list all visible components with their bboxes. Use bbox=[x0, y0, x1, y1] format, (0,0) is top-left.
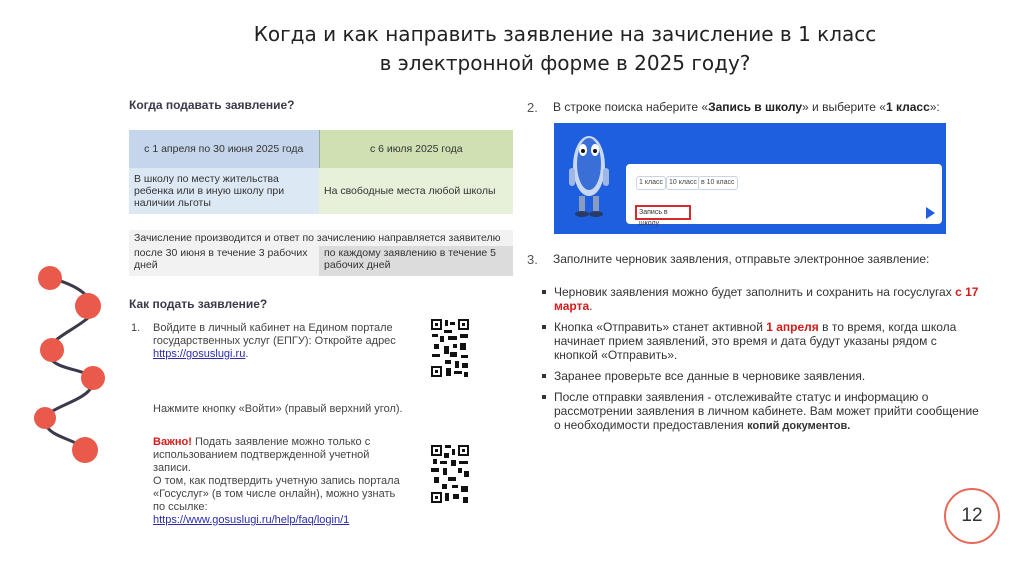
slide-title bbox=[0, 20, 1024, 78]
confirm-account-text: О том, как подтвердить учетную запись портала «Госуслуг» (в том числе онлайн), можно узнать по ссылке: bbox=[153, 475, 400, 513]
enrollment-note-cell-2: по каждому заявлению в течение 5 рабочих дней bbox=[319, 246, 513, 276]
search-arrow-icon[interactable] bbox=[926, 207, 935, 219]
step-1-text bbox=[153, 322, 403, 361]
important-label: Важно! bbox=[153, 436, 192, 448]
faq-login-link[interactable]: https://www.gosuslugi.ru/help/faq/login/1 bbox=[153, 514, 350, 526]
page-number: 12 bbox=[944, 488, 1000, 544]
table-header-period-2: с 6 июля 2025 года bbox=[319, 130, 513, 168]
important-note bbox=[153, 436, 403, 527]
bullet-2-after: в то время, когда школа начинает прием заявлений, это время и дата будут указаны рядом с кнопкой «Отправить». bbox=[554, 320, 957, 362]
enrollment-note-cell-1: после 30 июня в течение 3 рабочих дней bbox=[129, 246, 319, 276]
important-text: Подать заявление можно только с использованием подтвержденной учетной записи. bbox=[153, 436, 371, 474]
list-item bbox=[540, 390, 980, 433]
step-1-period: . bbox=[245, 348, 249, 360]
step-2-before: В строке поиска наберите « bbox=[553, 100, 709, 114]
step-3-number: 3. bbox=[527, 252, 538, 267]
step-2-after: »: bbox=[929, 100, 940, 114]
slide-title-line-2: в электронной форме в 2025 году? bbox=[379, 51, 751, 75]
step-2-text bbox=[553, 100, 940, 114]
step-1-instruction: Войдите в личный кабинет на Едином портале государственных услуг (ЕПГУ): Откройте адрес bbox=[153, 322, 396, 347]
bullet-2-date: 1 апреля bbox=[766, 320, 819, 334]
bullet-2-before: Кнопка «Отправить» станет активной bbox=[554, 320, 767, 334]
step-2-number: 2. bbox=[527, 100, 538, 115]
qr-code-icon bbox=[430, 318, 470, 378]
qr-code-icon bbox=[430, 444, 470, 504]
bullet-1-end: . bbox=[589, 299, 593, 313]
step-2-query: Запись в школу bbox=[708, 100, 803, 114]
table-header-period-1: с 1 апреля по 30 июня 2025 года bbox=[129, 130, 319, 168]
step-3-text: Заполните черновик заявления, отправьте электронное заявление: bbox=[553, 252, 930, 266]
instructions-list bbox=[540, 285, 980, 440]
chip-in-10-class[interactable]: в 10 класс bbox=[698, 176, 738, 190]
how-heading: Как подать заявление? bbox=[129, 297, 268, 311]
step-2-middle: » и выберите « bbox=[802, 100, 886, 114]
bullet-1-date: с 17 марта bbox=[554, 285, 979, 313]
when-heading: Когда подавать заявление? bbox=[129, 98, 295, 112]
list-item: Заранее проверьте все данные в черновике заявления. bbox=[540, 369, 980, 383]
decorative-wave-icon bbox=[30, 258, 110, 468]
bullet-1-text: Черновик заявления можно будет заполнить и сохранить на госуслугах bbox=[554, 285, 956, 299]
list-item bbox=[540, 320, 980, 362]
list-item bbox=[540, 285, 980, 313]
chip-1-class[interactable]: 1 класс bbox=[636, 176, 666, 190]
table-cell-period-1: В школу по месту жительства ребенка или в иную школу при наличии льготы bbox=[129, 168, 319, 214]
chip-10-class[interactable]: 10 класс bbox=[666, 176, 700, 190]
slide-title-line-1: Когда и как направить заявление на зачисление в 1 класс bbox=[253, 22, 877, 46]
table-cell-period-2: На свободные места любой школы bbox=[319, 168, 513, 214]
step-2-choice: 1 класс bbox=[885, 100, 930, 114]
gosuslugi-link[interactable]: https://gosuslugi.ru bbox=[153, 348, 246, 360]
enrollment-note bbox=[129, 230, 513, 276]
search-input[interactable]: Запись в школу bbox=[635, 205, 691, 220]
submission-dates-table bbox=[129, 130, 513, 214]
enrollment-note-line: Зачисление производится и ответ по зачислению направляется заявителю bbox=[129, 230, 513, 246]
step-1-number: 1. bbox=[131, 322, 141, 334]
bullet-4-bold: копий документов. bbox=[747, 420, 851, 432]
login-instruction: Нажмите кнопку «Войти» (правый верхний угол). bbox=[153, 403, 403, 415]
bullet-4-text: После отправки заявления - отслеживайте статус и информацию о рассмотрении заявления в личном кабинете. Вам может прийти сообщение о необходимости предоставления bbox=[554, 390, 979, 432]
robot-mascot-icon bbox=[561, 128, 617, 218]
